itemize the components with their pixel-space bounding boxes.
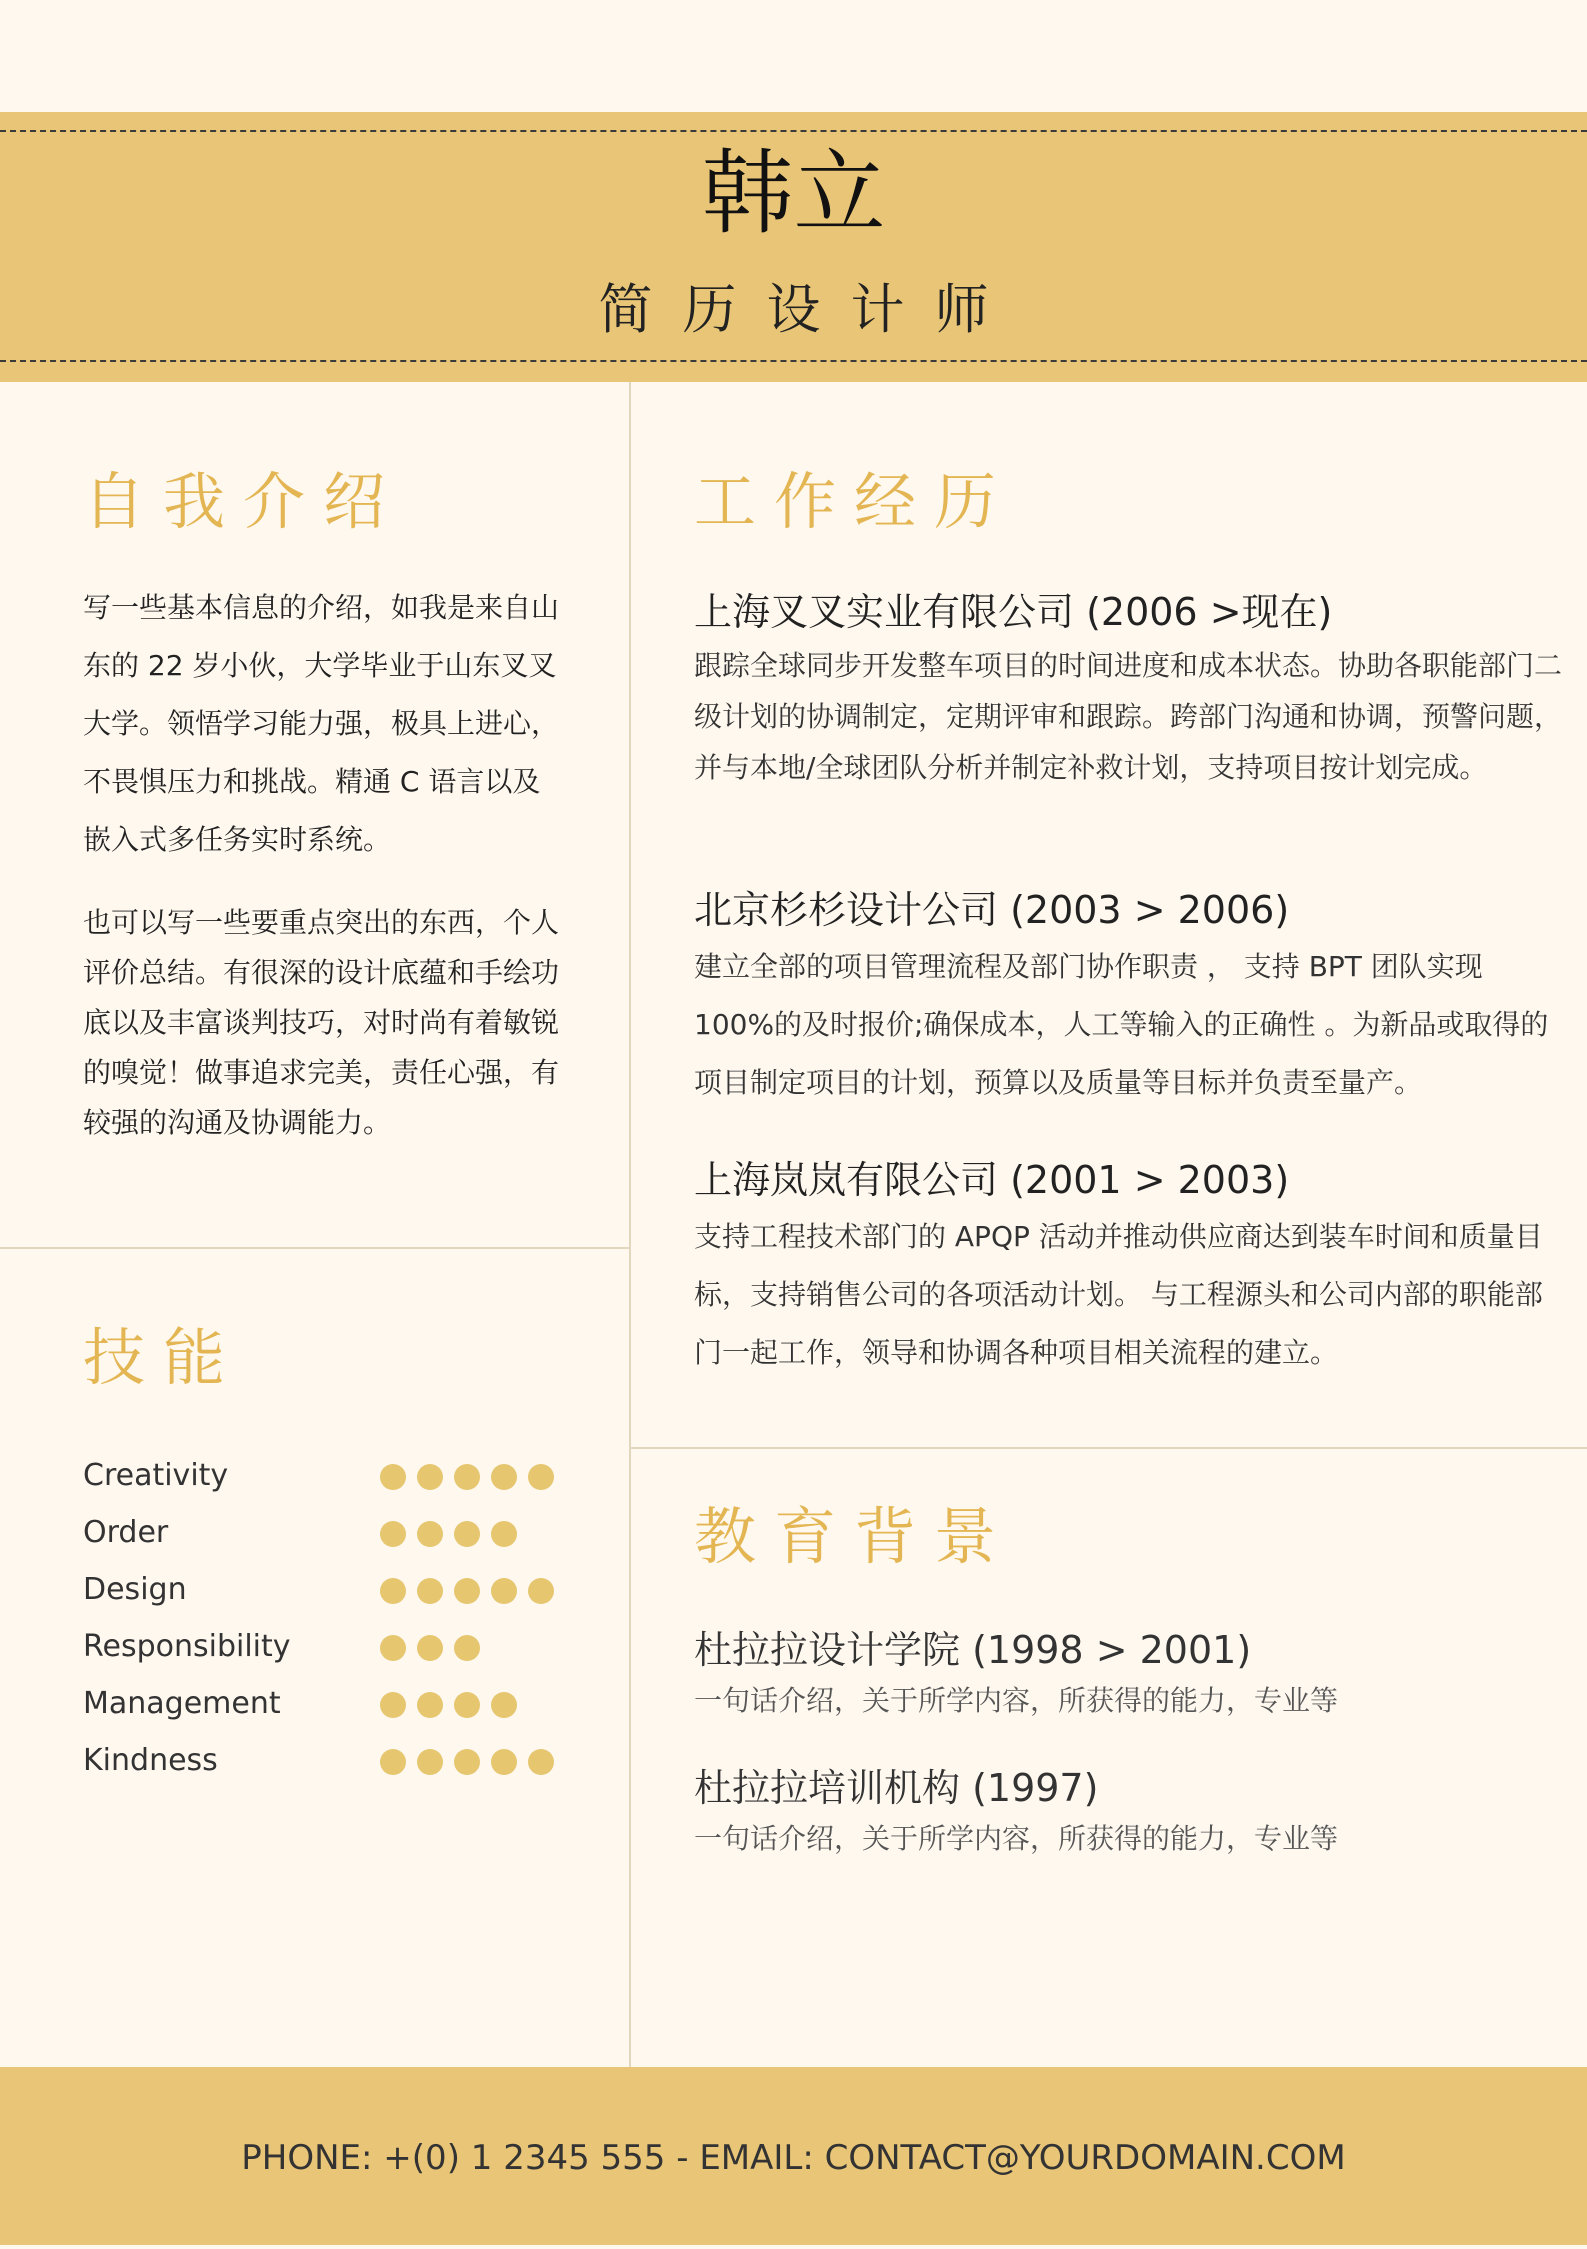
skill-dot [454,1521,480,1547]
education-description: 一句话介绍，关于所学内容，所获得的能力，专业等 [694,1822,1339,1855]
education-entry [694,1760,1564,1862]
footer-banner [0,2067,1587,2245]
about-heading: 自我介绍 [83,465,404,538]
job-description: 支持工程技术部门的 APQP 活动并推动供应商达到装车时间和质量目标，支持销售公司的各项活动计划。 与工程源头和公司内部的职能部门一起工作，领导和协调各种项目相关流程的建立。 [694,1220,1543,1369]
left-section-divider [0,1247,630,1249]
skill-name: Design [83,1572,187,1607]
skill-name: Order [83,1515,169,1550]
skill-level-dots [380,1578,554,1604]
education-heading: 教育背景 [694,1500,1015,1573]
skill-name: Creativity [83,1458,229,1493]
skill-row [83,1505,583,1562]
skill-name: Management [83,1686,281,1721]
skill-dot [417,1749,443,1775]
skills-list [83,1448,583,1790]
candidate-name: 韩立 [701,140,886,247]
skill-dot [454,1635,480,1661]
work-heading: 工作经历 [694,465,1015,538]
job-title: 北京杉杉设计公司 (2003 > 2006) [694,888,1290,932]
right-section-divider [631,1447,1587,1449]
skill-dot [491,1521,517,1547]
skill-dot [380,1464,406,1490]
contact-info: PHONE: +(0) 1 2345 555 - EMAIL: CONTACT@YOURDOMAIN.COM [241,2138,1346,2178]
skill-dot [528,1749,554,1775]
skill-row [83,1676,583,1733]
skill-dot [417,1521,443,1547]
header-banner [0,112,1587,382]
skill-dot [491,1749,517,1775]
skill-dot [491,1464,517,1490]
skill-dot [417,1464,443,1490]
skill-dot [491,1692,517,1718]
skill-dot [380,1749,406,1775]
skill-name: Kindness [83,1743,218,1778]
header-dashed-line-bottom [0,360,1587,362]
skill-dot [528,1464,554,1490]
job-description: 跟踪全球同步开发整车项目的时间进度和成本状态。协助各职能部门二级计划的协调制定，定期评审和跟踪。跨部门沟通和协调，预警问题，并与本地/全球团队分析并制定补救计划，支持项目按计划完成。 [694,649,1563,784]
skill-dot [380,1521,406,1547]
job-entry [694,882,1564,1112]
job-entry [694,584,1564,793]
education-description: 一句话介绍，关于所学内容，所获得的能力，专业等 [694,1684,1339,1717]
skill-row [83,1619,583,1676]
skill-dot [380,1635,406,1661]
education-title: 杜拉拉设计学院 (1998 > 2001) [694,1628,1252,1672]
skill-name: Responsibility [83,1629,291,1664]
skill-dot [417,1635,443,1661]
skill-row [83,1733,583,1790]
column-divider [629,382,631,2067]
skill-level-dots [380,1692,517,1718]
job-description: 建立全部的项目管理流程及部门协作职责 ， 支持 BPT 团队实现 100%的及时报价;确保成本，人工等输入的正确性 。为新品或取得的项目制定项目的计划，预算以及质量等目标并负责至量产。 [694,950,1549,1099]
skill-dot [528,1578,554,1604]
candidate-title: 简历设计师 [598,278,1019,341]
skill-level-dots [380,1464,554,1490]
skill-dot [491,1578,517,1604]
skill-dot [417,1692,443,1718]
skill-dot [417,1578,443,1604]
header-dashed-line-top [0,130,1587,132]
education-title: 杜拉拉培训机构 (1997) [694,1766,1099,1810]
skills-heading: 技能 [83,1321,244,1394]
skill-dot [454,1749,480,1775]
about-paragraph-1: 写一些基本信息的介绍，如我是来自山东的 22 岁小伙，大学毕业于山东叉叉大学。领悟学习能力强，极具上进心，不畏惧压力和挑战。精通 C 语言以及嵌入式多任务实时系统。 [83,591,560,856]
skill-level-dots [380,1635,480,1661]
skill-dot [380,1578,406,1604]
skill-dot [454,1578,480,1604]
about-paragraph-2: 也可以写一些要重点突出的东西，个人评价总结。有很深的设计底蕴和手绘功底以及丰富谈判技巧，对时尚有着敏锐的嗅觉！做事追求完美，责任心强，有较强的沟通及协调能力。 [83,906,560,1139]
job-entry [694,1152,1564,1382]
skill-level-dots [380,1521,517,1547]
job-title: 上海叉叉实业有限公司 (2006 >现在) [694,590,1333,634]
education-entry [694,1622,1564,1724]
skill-dot [454,1464,480,1490]
skill-row [83,1562,583,1619]
job-title: 上海岚岚有限公司 (2001 > 2003) [694,1158,1290,1202]
skill-dot [380,1692,406,1718]
skill-row [83,1448,583,1505]
skill-level-dots [380,1749,554,1775]
skill-dot [454,1692,480,1718]
